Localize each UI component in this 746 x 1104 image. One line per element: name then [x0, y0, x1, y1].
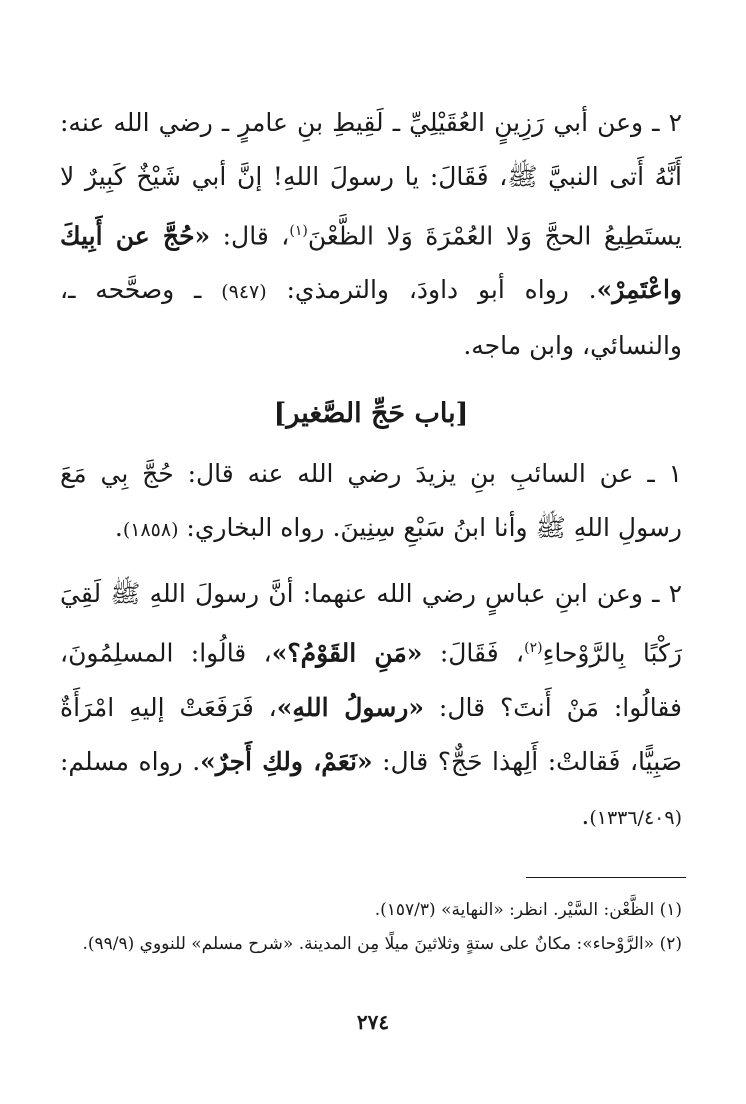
hadith-text-part2: ، فَقَالَ: [422, 638, 525, 668]
prophet-quote-1: «مَنِ القَوْمُ؟» [271, 638, 423, 668]
hadith-text-part5: . رواه مسلم: [60, 746, 201, 776]
footnote-marker-2: (٢) [524, 640, 543, 657]
said-text: ، قال: [210, 221, 290, 251]
narration-text: . رواه أبو داودَ، والترمذي: [266, 275, 597, 305]
footnote-1: (١) الظَّعْن: السَّيْر. انظر: «النهاية» (١٥٧/٣). [374, 900, 682, 920]
hadith-reference: (١٨٥٨) [122, 519, 179, 542]
narration-ending: ـ وصحَّحه ـ، والنسائي، وابن ماجه. [60, 275, 682, 361]
narration-ending: . [114, 513, 123, 543]
hadith-saib [60, 447, 682, 557]
footnote-2: (٢) «الرَّوْحاء»: مكانٌ على ستةٍ وثلاثينَ ميلًا مِن المدينة. «شرح مسلم» للنووي (٩٩/٩). [82, 934, 682, 954]
prophet-quote-3: «نَعَمْ، ولكِ أَجرٌ» [200, 746, 373, 776]
footnote-marker-1: (١) [289, 223, 308, 239]
hadith-text-part4: ، فَرَفَعَتْ إليهِ امْرَأَةٌ صَبِيًّا، فَقالتْ: أَلِهذا حَجٌّ؟ قال: [60, 692, 682, 776]
hadith-intro-text: ٢ ـ وعن أبي رَزِينٍ العُقَيْلِيِّ ـ لَقِيطِ بنِ عامرٍ ـ رضي الله عنه: أَنَّهُ أَتى النبيَّ ﷺ، فَقَالَ: يا رسولَ اللهِ! إنَّ أبي شَيْخٌ كَبِيرٌ لا يستَطِيعُ الحجَّ وَلا العُمْرَةَ وَلا الظَّعْنَ [60, 108, 682, 251]
hadith-text-part3: ، قالُوا: المسلِمُونَ، فقالُوا: مَنْ أَنتَ؟ قال: [60, 638, 682, 722]
footnote-divider [526, 877, 686, 878]
prophet-quote: «حُجَّ عن أَبِيكَ واعْتَمِرْ» [60, 221, 682, 305]
footnotes [60, 893, 682, 961]
section-title: [باب حَجِّ الصَّغير] [273, 398, 469, 430]
hadith-reference: (٩٤٧) [221, 281, 267, 304]
hadith-abu-razin [60, 96, 682, 373]
page-number: ٢٧٤ [356, 1010, 390, 1034]
narration-ending: . [581, 800, 590, 830]
prophet-quote-2: «رسولُ اللهِ» [276, 692, 424, 722]
hadith-reference: (١٣٣٦/٤٠٩) [589, 806, 682, 829]
hadith-ibn-abbas [60, 567, 682, 844]
hadith-text: ١ ـ عن السائبِ بنِ يزيدَ رضي الله عنه قال: حُجَّ بِي مَعَ رسولِ اللهِ ﷺ وأنا ابنُ سَبْعِ سِنِينَ. رواه البخاري: [60, 459, 682, 543]
hadith-text-part1: ٢ ـ وعن ابنِ عباسٍ رضي الله عنهما: أنَّ رسولَ اللهِ ﷺ لَقِيَ رَكْبًا بِالرَّوْحاءِ [60, 579, 682, 668]
page-body [60, 96, 682, 845]
